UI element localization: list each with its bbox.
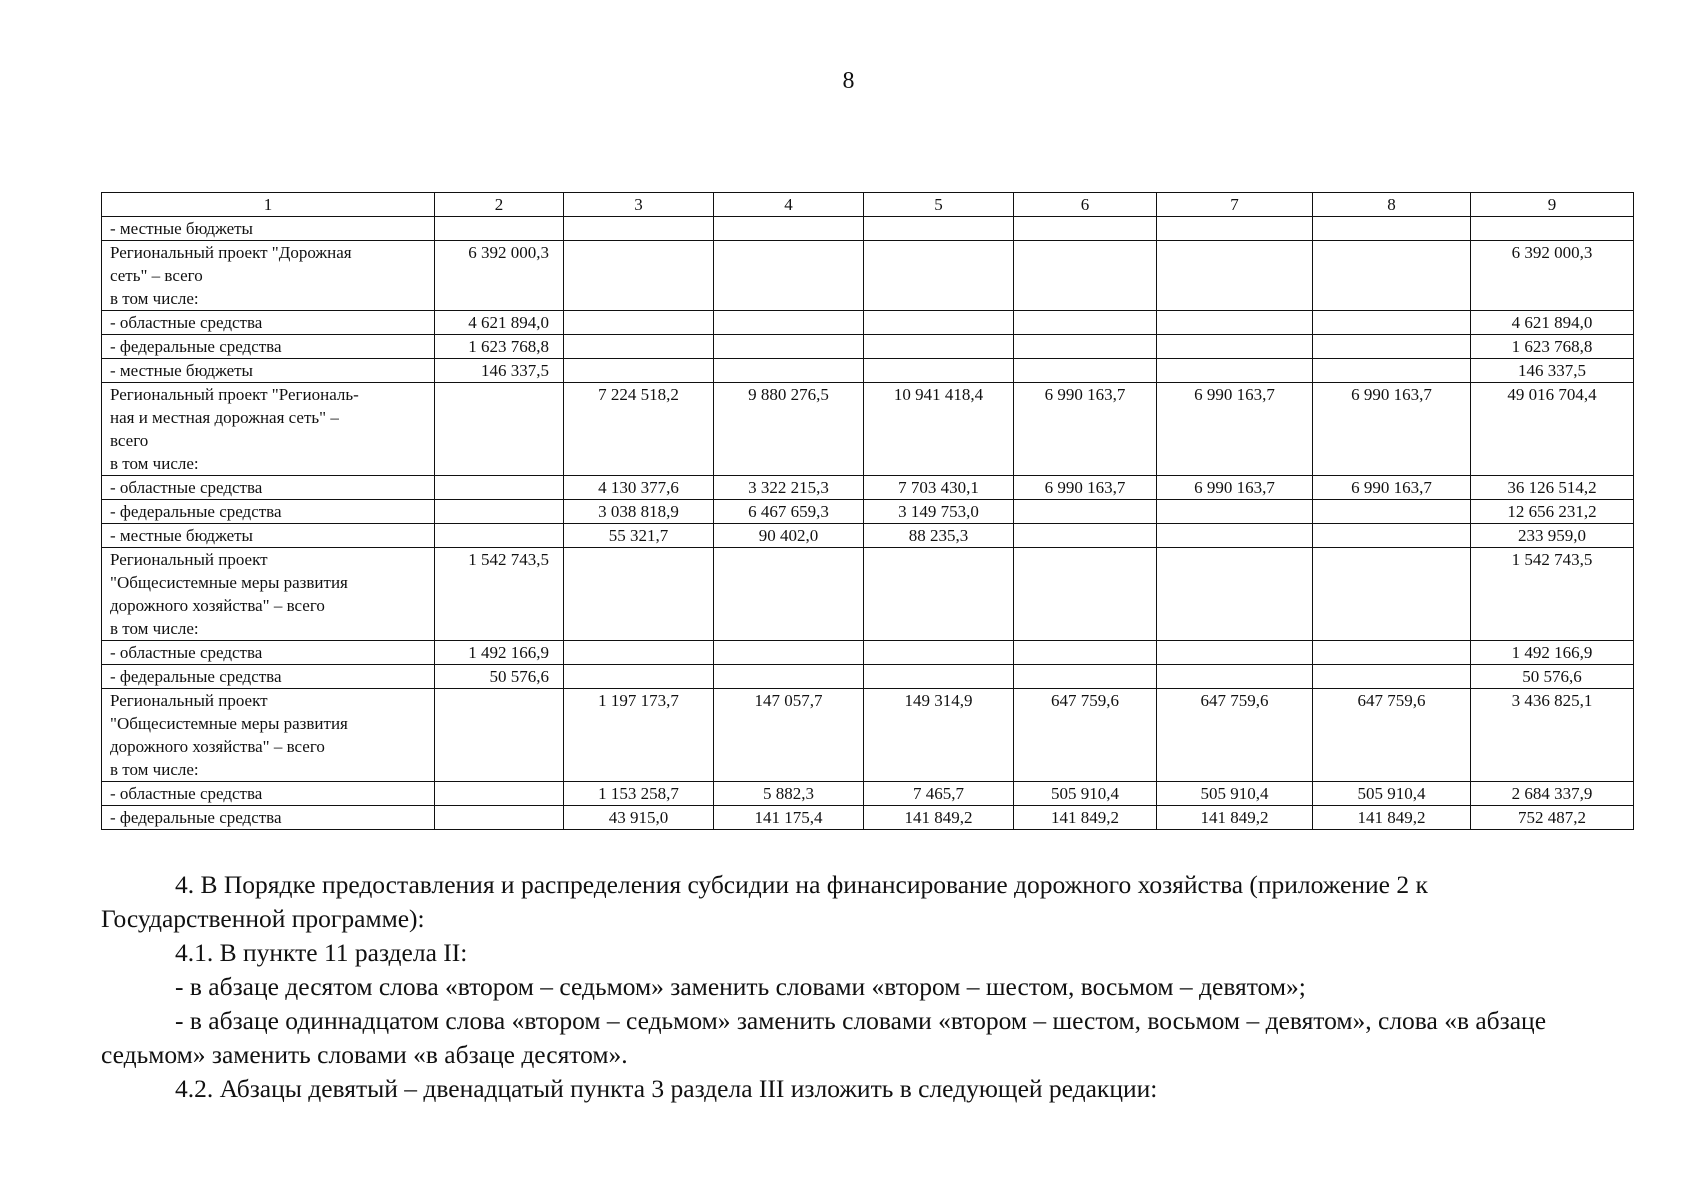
value-cell (714, 217, 864, 241)
value-cell (864, 359, 1014, 383)
row-label (102, 548, 435, 641)
value-cell (864, 641, 1014, 665)
value-cell: 647 759,6 (1313, 689, 1471, 782)
row-label (102, 311, 435, 335)
table-row (102, 476, 1634, 500)
table-row (102, 311, 1634, 335)
paragraph-4-2: 4.2. Абзацы девятый – двенадцатый пункта 3 раздела III изложить в следующей редакции: (175, 1074, 1158, 1103)
row-label-line: Региональный проект (110, 550, 268, 569)
value-cell (435, 476, 564, 500)
row-label-line: ная и местная дорожная сеть" – (110, 408, 339, 427)
value-cell: 6 990 163,7 (1014, 476, 1157, 500)
row-label-line: в том числе: (110, 454, 199, 473)
row-label-line: - федеральные средства (110, 808, 282, 827)
table-row (102, 665, 1634, 689)
value-cell (564, 335, 714, 359)
value-cell (564, 241, 714, 311)
table-header-row (102, 193, 1634, 217)
table-row (102, 217, 1634, 241)
row-label (102, 476, 435, 500)
value-cell: 141 849,2 (1313, 806, 1471, 830)
row-label-line: - федеральные средства (110, 337, 282, 356)
value-cell: 6 990 163,7 (1313, 383, 1471, 476)
table-row (102, 359, 1634, 383)
value-cell: 6 990 163,7 (1313, 476, 1471, 500)
body-text (101, 868, 1601, 1106)
value-cell: 3 322 215,3 (714, 476, 864, 500)
value-cell: 49 016 704,4 (1471, 383, 1634, 476)
value-cell: 6 990 163,7 (1157, 383, 1313, 476)
column-header: 7 (1157, 193, 1313, 217)
value-cell: 4 621 894,0 (435, 311, 564, 335)
value-cell: 3 038 818,9 (564, 500, 714, 524)
paragraph-4: 4. В Порядке предоставления и распределения субсидии на финансирование дорожного хозяйства (приложение 2 к Государственной программе): (101, 870, 1428, 933)
value-cell (1157, 217, 1313, 241)
column-header: 1 (102, 193, 435, 217)
value-cell (1157, 241, 1313, 311)
value-cell (1157, 641, 1313, 665)
table-row (102, 548, 1634, 641)
table-row (102, 689, 1634, 782)
row-label (102, 665, 435, 689)
value-cell (1313, 665, 1471, 689)
value-cell: 12 656 231,2 (1471, 500, 1634, 524)
value-cell (564, 217, 714, 241)
value-cell: 1 542 743,5 (435, 548, 564, 641)
value-cell (435, 782, 564, 806)
value-cell (564, 665, 714, 689)
value-cell (1471, 217, 1634, 241)
column-header: 5 (864, 193, 1014, 217)
value-cell: 647 759,6 (1157, 689, 1313, 782)
value-cell: 1 623 768,8 (1471, 335, 1634, 359)
value-cell: 146 337,5 (435, 359, 564, 383)
value-cell (864, 665, 1014, 689)
value-cell: 141 849,2 (864, 806, 1014, 830)
table-row (102, 782, 1634, 806)
value-cell: 6 392 000,3 (1471, 241, 1634, 311)
value-cell (1014, 217, 1157, 241)
value-cell (1014, 241, 1157, 311)
value-cell: 36 126 514,2 (1471, 476, 1634, 500)
value-cell (564, 359, 714, 383)
value-cell (435, 689, 564, 782)
value-cell: 505 910,4 (1014, 782, 1157, 806)
row-label-line: дорожного хозяйства" – всего (110, 596, 325, 615)
row-label (102, 217, 435, 241)
value-cell: 6 392 000,3 (435, 241, 564, 311)
value-cell: 1 197 173,7 (564, 689, 714, 782)
value-cell: 3 149 753,0 (864, 500, 1014, 524)
paragraph-4-1: 4.1. В пункте 11 раздела II: (175, 938, 468, 967)
value-cell: 647 759,6 (1014, 689, 1157, 782)
value-cell: 5 882,3 (714, 782, 864, 806)
page-number: 8 (842, 68, 855, 94)
value-cell (435, 217, 564, 241)
value-cell: 2 684 337,9 (1471, 782, 1634, 806)
value-cell: 90 402,0 (714, 524, 864, 548)
value-cell: 7 703 430,1 (864, 476, 1014, 500)
value-cell: 1 492 166,9 (1471, 641, 1634, 665)
value-cell: 50 576,6 (435, 665, 564, 689)
value-cell: 1 492 166,9 (435, 641, 564, 665)
value-cell (564, 311, 714, 335)
table-row (102, 524, 1634, 548)
value-cell (714, 241, 864, 311)
value-cell (564, 641, 714, 665)
value-cell: 4 621 894,0 (1471, 311, 1634, 335)
value-cell (714, 641, 864, 665)
value-cell: 6 990 163,7 (1014, 383, 1157, 476)
value-cell: 88 235,3 (864, 524, 1014, 548)
paragraph-bullet-2: - в абзаце одиннадцатом слова «втором – седьмом» заменить словами «втором – шестом, восьмом – девятом», слова «в абзаце седьмом» заменить словами «в абзаце десятом». (101, 1006, 1547, 1069)
value-cell (435, 500, 564, 524)
row-label-line: - федеральные средства (110, 502, 282, 521)
column-header: 6 (1014, 193, 1157, 217)
column-header: 8 (1313, 193, 1471, 217)
value-cell (864, 217, 1014, 241)
row-label-line: сеть" – всего (110, 266, 203, 285)
value-cell (1313, 359, 1471, 383)
value-cell: 7 465,7 (864, 782, 1014, 806)
row-label-line: - областные средства (110, 478, 263, 497)
value-cell: 149 314,9 (864, 689, 1014, 782)
value-cell (1313, 217, 1471, 241)
row-label (102, 806, 435, 830)
row-label-line: в том числе: (110, 760, 199, 779)
paragraph-bullet-1: - в абзаце десятом слова «втором – седьмом» заменить словами «втором – шестом, восьмом – девятом»; (175, 972, 1306, 1001)
value-cell: 141 849,2 (1157, 806, 1313, 830)
row-label-line: - областные средства (110, 643, 263, 662)
value-cell (714, 665, 864, 689)
row-label-line: дорожного хозяйства" – всего (110, 737, 325, 756)
value-cell: 10 941 418,4 (864, 383, 1014, 476)
row-label-line: - федеральные средства (110, 667, 282, 686)
row-label (102, 500, 435, 524)
value-cell: 141 175,4 (714, 806, 864, 830)
row-label-line: Региональный проект (110, 691, 268, 710)
column-header: 9 (1471, 193, 1634, 217)
row-label-line: в том числе: (110, 619, 199, 638)
value-cell (1014, 641, 1157, 665)
value-cell: 6 467 659,3 (714, 500, 864, 524)
table-row (102, 806, 1634, 830)
value-cell: 147 057,7 (714, 689, 864, 782)
row-label-line: - местные бюджеты (110, 526, 253, 545)
value-cell (435, 383, 564, 476)
value-cell: 505 910,4 (1157, 782, 1313, 806)
value-cell (1014, 311, 1157, 335)
value-cell (1313, 311, 1471, 335)
value-cell: 1 153 258,7 (564, 782, 714, 806)
value-cell (1157, 524, 1313, 548)
value-cell (1313, 500, 1471, 524)
row-label-line: - местные бюджеты (110, 361, 253, 380)
value-cell (714, 335, 864, 359)
value-cell (1313, 241, 1471, 311)
row-label (102, 359, 435, 383)
row-label-line: - областные средства (110, 313, 263, 332)
value-cell: 4 130 377,6 (564, 476, 714, 500)
value-cell (1157, 548, 1313, 641)
value-cell: 146 337,5 (1471, 359, 1634, 383)
table-row (102, 500, 1634, 524)
value-cell (1157, 359, 1313, 383)
row-label-line: Региональный проект "Дорожная (110, 243, 352, 262)
column-header: 2 (435, 193, 564, 217)
value-cell (1014, 548, 1157, 641)
value-cell (864, 241, 1014, 311)
value-cell (1014, 500, 1157, 524)
value-cell: 1 542 743,5 (1471, 548, 1634, 641)
value-cell (1157, 500, 1313, 524)
value-cell (1014, 359, 1157, 383)
row-label (102, 335, 435, 359)
table-row (102, 641, 1634, 665)
table-row (102, 383, 1634, 476)
row-label (102, 689, 435, 782)
value-cell: 1 623 768,8 (435, 335, 564, 359)
value-cell (864, 311, 1014, 335)
row-label (102, 241, 435, 311)
row-label-line: - областные средства (110, 784, 263, 803)
value-cell (564, 548, 714, 641)
table-row (102, 241, 1634, 311)
value-cell (864, 335, 1014, 359)
value-cell (1313, 335, 1471, 359)
value-cell: 7 224 518,2 (564, 383, 714, 476)
value-cell: 50 576,6 (1471, 665, 1634, 689)
value-cell: 233 959,0 (1471, 524, 1634, 548)
row-label (102, 641, 435, 665)
value-cell: 9 880 276,5 (714, 383, 864, 476)
value-cell (1313, 548, 1471, 641)
row-label (102, 782, 435, 806)
row-label-line: всего (110, 431, 149, 450)
value-cell (1313, 524, 1471, 548)
value-cell: 43 915,0 (564, 806, 714, 830)
value-cell: 752 487,2 (1471, 806, 1634, 830)
value-cell: 505 910,4 (1313, 782, 1471, 806)
value-cell (1157, 311, 1313, 335)
value-cell (1157, 665, 1313, 689)
value-cell (714, 359, 864, 383)
value-cell: 141 849,2 (1014, 806, 1157, 830)
value-cell (435, 524, 564, 548)
row-label-line: "Общесистемные меры развития (110, 573, 348, 592)
row-label-line: - местные бюджеты (110, 219, 253, 238)
value-cell (714, 548, 864, 641)
value-cell (864, 548, 1014, 641)
row-label (102, 524, 435, 548)
value-cell (714, 311, 864, 335)
row-label (102, 383, 435, 476)
value-cell (1014, 524, 1157, 548)
value-cell (1014, 665, 1157, 689)
value-cell: 55 321,7 (564, 524, 714, 548)
row-label-line: "Общесистемные меры развития (110, 714, 348, 733)
value-cell (1014, 335, 1157, 359)
value-cell (1157, 335, 1313, 359)
table-row (102, 335, 1634, 359)
value-cell: 3 436 825,1 (1471, 689, 1634, 782)
row-label-line: Региональный проект "Региональ- (110, 385, 359, 404)
column-header: 4 (714, 193, 864, 217)
row-label-line: в том числе: (110, 289, 199, 308)
value-cell (1313, 641, 1471, 665)
value-cell (435, 806, 564, 830)
column-header: 3 (564, 193, 714, 217)
value-cell: 6 990 163,7 (1157, 476, 1313, 500)
funding-table (101, 192, 1634, 830)
